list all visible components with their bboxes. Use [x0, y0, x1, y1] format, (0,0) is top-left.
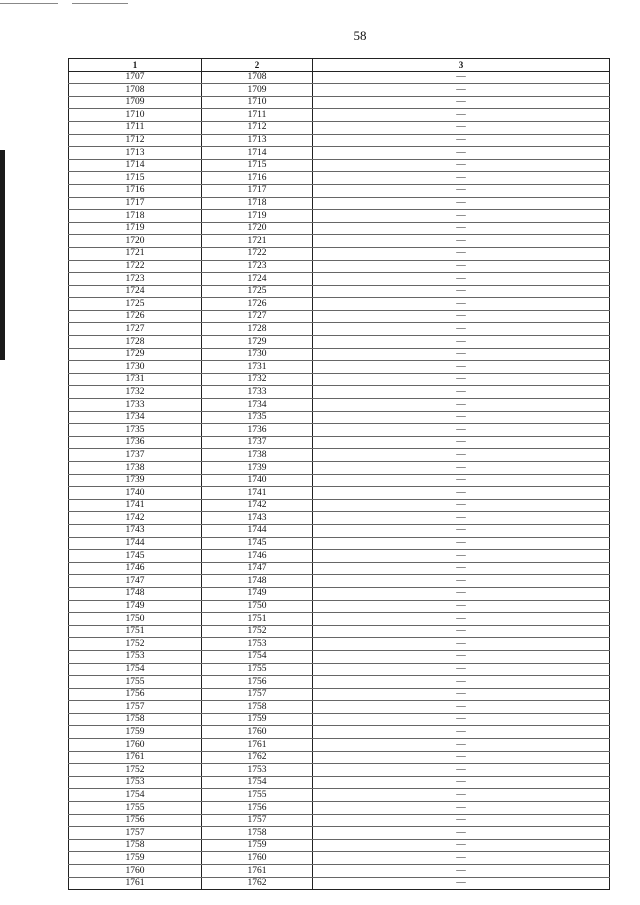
number-cell: 1722	[202, 247, 313, 260]
number-cell: 1709	[69, 96, 202, 109]
number-cell: 1717	[202, 184, 313, 197]
number-cell: 1754	[69, 663, 202, 676]
table-row	[69, 487, 610, 500]
number-cell: 1754	[202, 776, 313, 789]
number-cell: 1746	[69, 562, 202, 575]
dash-cell: —	[313, 247, 610, 260]
dash-cell: —	[313, 512, 610, 525]
number-cell: 1725	[69, 298, 202, 311]
number-cell: 1737	[202, 436, 313, 449]
table-row	[69, 638, 610, 651]
number-cell: 1748	[202, 575, 313, 588]
number-cell: 1756	[69, 814, 202, 827]
number-cell: 1757	[69, 701, 202, 714]
number-cell: 1755	[202, 789, 313, 802]
dash-cell: —	[313, 121, 610, 134]
dash-cell: —	[313, 562, 610, 575]
number-cell: 1759	[69, 852, 202, 865]
number-cell: 1734	[69, 411, 202, 424]
number-cell: 1736	[202, 424, 313, 437]
dash-cell: —	[313, 84, 610, 97]
number-cell: 1746	[202, 550, 313, 563]
number-cell: 1753	[69, 650, 202, 663]
number-cell: 1743	[69, 524, 202, 537]
dash-cell: —	[313, 802, 610, 815]
dash-cell: —	[313, 814, 610, 827]
dash-cell: —	[313, 298, 610, 311]
number-cell: 1721	[69, 247, 202, 260]
number-cell: 1757	[202, 814, 313, 827]
number-cell: 1720	[69, 235, 202, 248]
table-row	[69, 348, 610, 361]
number-cell: 1749	[69, 600, 202, 613]
table-row	[69, 147, 610, 160]
number-cell: 1727	[69, 323, 202, 336]
number-cell: 1756	[202, 802, 313, 815]
dash-cell: —	[313, 625, 610, 638]
dash-cell: —	[313, 323, 610, 336]
number-cell: 1760	[202, 852, 313, 865]
table-header-row	[69, 59, 610, 72]
table-row	[69, 84, 610, 97]
number-cell: 1729	[202, 336, 313, 349]
table-row	[69, 235, 610, 248]
number-cell: 1716	[202, 172, 313, 185]
dash-cell: —	[313, 222, 610, 235]
dash-cell: —	[313, 650, 610, 663]
number-cell: 1753	[202, 638, 313, 651]
number-cell: 1745	[69, 550, 202, 563]
table-row	[69, 210, 610, 223]
dash-cell: —	[313, 310, 610, 323]
column-header: 2	[202, 59, 313, 72]
number-cell: 1754	[202, 650, 313, 663]
table-row	[69, 550, 610, 563]
number-cell: 1760	[202, 726, 313, 739]
number-cell: 1754	[69, 789, 202, 802]
dash-cell: —	[313, 411, 610, 424]
number-cell: 1731	[202, 361, 313, 374]
table-row	[69, 159, 610, 172]
table-row	[69, 625, 610, 638]
number-cell: 1760	[69, 865, 202, 878]
number-cell: 1753	[69, 776, 202, 789]
dash-cell: —	[313, 424, 610, 437]
column-header: 1	[69, 59, 202, 72]
table-row	[69, 802, 610, 815]
number-cell: 1716	[69, 184, 202, 197]
number-cell: 1759	[202, 839, 313, 852]
dash-cell: —	[313, 613, 610, 626]
dash-cell: —	[313, 701, 610, 714]
number-cell: 1744	[202, 524, 313, 537]
number-cell: 1732	[69, 386, 202, 399]
number-cell: 1723	[69, 273, 202, 286]
number-cell: 1744	[69, 537, 202, 550]
number-cell: 1711	[202, 109, 313, 122]
dash-cell: —	[313, 336, 610, 349]
table-row	[69, 701, 610, 714]
dash-cell: —	[313, 600, 610, 613]
dash-cell: —	[313, 764, 610, 777]
table-body	[69, 71, 610, 890]
table-row	[69, 184, 610, 197]
number-cell: 1741	[69, 499, 202, 512]
table-row	[69, 789, 610, 802]
number-cell: 1741	[202, 487, 313, 500]
number-cell: 1710	[69, 109, 202, 122]
dash-cell: —	[313, 399, 610, 412]
table-row	[69, 562, 610, 575]
table-row	[69, 524, 610, 537]
number-cell: 1724	[202, 273, 313, 286]
number-cell: 1758	[69, 839, 202, 852]
number-cell: 1727	[202, 310, 313, 323]
dash-cell: —	[313, 260, 610, 273]
number-cell: 1761	[202, 865, 313, 878]
number-cell: 1719	[69, 222, 202, 235]
number-cell: 1714	[202, 147, 313, 160]
number-cell: 1739	[69, 474, 202, 487]
number-cell: 1756	[202, 676, 313, 689]
number-cell: 1753	[202, 764, 313, 777]
number-cell: 1726	[202, 298, 313, 311]
table-row	[69, 688, 610, 701]
table-row	[69, 537, 610, 550]
number-cell: 1737	[69, 449, 202, 462]
number-cell: 1755	[69, 802, 202, 815]
dash-cell: —	[313, 713, 610, 726]
number-cell: 1712	[202, 121, 313, 134]
number-cell: 1736	[69, 436, 202, 449]
number-cell: 1747	[202, 562, 313, 575]
column-header: 3	[313, 59, 610, 72]
number-cell: 1732	[202, 373, 313, 386]
table-row	[69, 411, 610, 424]
number-cell: 1745	[202, 537, 313, 550]
number-cell: 1714	[69, 159, 202, 172]
number-cell: 1758	[202, 701, 313, 714]
dash-cell: —	[313, 285, 610, 298]
dash-cell: —	[313, 474, 610, 487]
number-cell: 1718	[202, 197, 313, 210]
table-row	[69, 121, 610, 134]
table-row	[69, 386, 610, 399]
dash-cell: —	[313, 436, 610, 449]
number-cell: 1710	[202, 96, 313, 109]
number-cell: 1761	[202, 739, 313, 752]
dash-cell: —	[313, 147, 610, 160]
number-cell: 1729	[69, 348, 202, 361]
number-cell: 1718	[69, 210, 202, 223]
dash-cell: —	[313, 575, 610, 588]
number-cell: 1713	[202, 134, 313, 147]
table-row	[69, 764, 610, 777]
dash-cell: —	[313, 789, 610, 802]
number-cell: 1743	[202, 512, 313, 525]
number-cell: 1738	[202, 449, 313, 462]
number-cell: 1708	[69, 84, 202, 97]
table-row	[69, 575, 610, 588]
table-row	[69, 449, 610, 462]
table-row	[69, 751, 610, 764]
table-row	[69, 336, 610, 349]
number-cell: 1731	[69, 373, 202, 386]
table-row	[69, 839, 610, 852]
table-row	[69, 587, 610, 600]
dash-cell: —	[313, 726, 610, 739]
dash-cell: —	[313, 776, 610, 789]
dash-cell: —	[313, 839, 610, 852]
scan-edge-mark	[0, 150, 5, 360]
dash-cell: —	[313, 172, 610, 185]
dash-cell: —	[313, 210, 610, 223]
number-cell: 1752	[202, 625, 313, 638]
table-row	[69, 273, 610, 286]
table-row	[69, 499, 610, 512]
number-cell: 1722	[69, 260, 202, 273]
number-cell: 1733	[69, 399, 202, 412]
number-cell: 1719	[202, 210, 313, 223]
number-cell: 1715	[69, 172, 202, 185]
table-row	[69, 71, 610, 84]
dash-cell: —	[313, 71, 610, 84]
dash-cell: —	[313, 361, 610, 374]
number-cell: 1728	[202, 323, 313, 336]
number-cell: 1750	[202, 600, 313, 613]
table-row	[69, 474, 610, 487]
table-row	[69, 399, 610, 412]
table-row	[69, 827, 610, 840]
dash-cell: —	[313, 96, 610, 109]
table-row	[69, 676, 610, 689]
table-row	[69, 424, 610, 437]
dash-cell: —	[313, 159, 610, 172]
dash-cell: —	[313, 449, 610, 462]
number-cell: 1757	[202, 688, 313, 701]
number-cell: 1721	[202, 235, 313, 248]
dash-cell: —	[313, 524, 610, 537]
number-cell: 1726	[69, 310, 202, 323]
table-row	[69, 814, 610, 827]
number-cell: 1740	[69, 487, 202, 500]
table-row	[69, 285, 610, 298]
number-cell: 1759	[69, 726, 202, 739]
number-cell: 1762	[202, 877, 313, 890]
table-row	[69, 713, 610, 726]
dash-cell: —	[313, 739, 610, 752]
number-cell: 1720	[202, 222, 313, 235]
number-cell: 1761	[69, 877, 202, 890]
number-cell: 1708	[202, 71, 313, 84]
dash-cell: —	[313, 550, 610, 563]
number-cell: 1758	[202, 827, 313, 840]
number-cell: 1761	[69, 751, 202, 764]
number-cell: 1739	[202, 462, 313, 475]
table-row	[69, 663, 610, 676]
dash-cell: —	[313, 676, 610, 689]
number-cell: 1723	[202, 260, 313, 273]
number-cell: 1756	[69, 688, 202, 701]
number-cell: 1725	[202, 285, 313, 298]
number-cell: 1749	[202, 587, 313, 600]
number-cell: 1751	[202, 613, 313, 626]
number-cell: 1742	[69, 512, 202, 525]
table-row	[69, 739, 610, 752]
dash-cell: —	[313, 852, 610, 865]
number-cell: 1713	[69, 147, 202, 160]
table-row	[69, 512, 610, 525]
table-row	[69, 310, 610, 323]
number-cell: 1735	[69, 424, 202, 437]
number-cell: 1740	[202, 474, 313, 487]
number-cell: 1738	[69, 462, 202, 475]
table-row	[69, 172, 610, 185]
table-row	[69, 726, 610, 739]
dash-cell: —	[313, 184, 610, 197]
number-cell: 1748	[69, 587, 202, 600]
dash-cell: —	[313, 273, 610, 286]
scan-top-line	[0, 3, 58, 4]
number-cell: 1752	[69, 764, 202, 777]
table-row	[69, 865, 610, 878]
table-row	[69, 222, 610, 235]
number-cell: 1730	[202, 348, 313, 361]
dash-cell: —	[313, 537, 610, 550]
dash-cell: —	[313, 373, 610, 386]
page-number: 58	[353, 28, 367, 43]
table-row	[69, 600, 610, 613]
number-cell: 1715	[202, 159, 313, 172]
number-cell: 1711	[69, 121, 202, 134]
table-row	[69, 462, 610, 475]
number-cell: 1752	[69, 638, 202, 651]
number-cell: 1728	[69, 336, 202, 349]
scan-top-line	[72, 3, 128, 4]
dash-cell: —	[313, 235, 610, 248]
number-cell: 1717	[69, 197, 202, 210]
dash-cell: —	[313, 638, 610, 651]
number-cell: 1733	[202, 386, 313, 399]
number-cell: 1712	[69, 134, 202, 147]
number-cell: 1757	[69, 827, 202, 840]
dash-cell: —	[313, 877, 610, 890]
number-cell: 1735	[202, 411, 313, 424]
number-cell: 1750	[69, 613, 202, 626]
dash-cell: —	[313, 487, 610, 500]
table-row	[69, 134, 610, 147]
number-cell: 1755	[202, 663, 313, 676]
table-row	[69, 877, 610, 890]
number-cell: 1730	[69, 361, 202, 374]
number-cell: 1724	[69, 285, 202, 298]
dash-cell: —	[313, 197, 610, 210]
table-row	[69, 613, 610, 626]
dash-cell: —	[313, 348, 610, 361]
dash-cell: —	[313, 134, 610, 147]
table-row	[69, 776, 610, 789]
table-row	[69, 436, 610, 449]
dash-cell: —	[313, 751, 610, 764]
dash-cell: —	[313, 386, 610, 399]
dash-cell: —	[313, 499, 610, 512]
table-row	[69, 650, 610, 663]
dash-cell: —	[313, 827, 610, 840]
number-cell: 1709	[202, 84, 313, 97]
table-row	[69, 96, 610, 109]
number-cell: 1760	[69, 739, 202, 752]
dash-cell: —	[313, 865, 610, 878]
dash-cell: —	[313, 663, 610, 676]
table-row	[69, 197, 610, 210]
number-cell: 1751	[69, 625, 202, 638]
number-cell: 1734	[202, 399, 313, 412]
number-cell: 1759	[202, 713, 313, 726]
dash-cell: —	[313, 109, 610, 122]
number-cell: 1747	[69, 575, 202, 588]
table-row	[69, 852, 610, 865]
number-cell: 1762	[202, 751, 313, 764]
dash-cell: —	[313, 688, 610, 701]
table-row	[69, 298, 610, 311]
dash-cell: —	[313, 587, 610, 600]
table-row	[69, 247, 610, 260]
data-table	[68, 58, 610, 890]
table-row	[69, 373, 610, 386]
table-row	[69, 323, 610, 336]
table-row	[69, 260, 610, 273]
number-cell: 1758	[69, 713, 202, 726]
table-row	[69, 361, 610, 374]
number-cell: 1755	[69, 676, 202, 689]
number-cell: 1707	[69, 71, 202, 84]
table-row	[69, 109, 610, 122]
dash-cell: —	[313, 462, 610, 475]
number-cell: 1742	[202, 499, 313, 512]
